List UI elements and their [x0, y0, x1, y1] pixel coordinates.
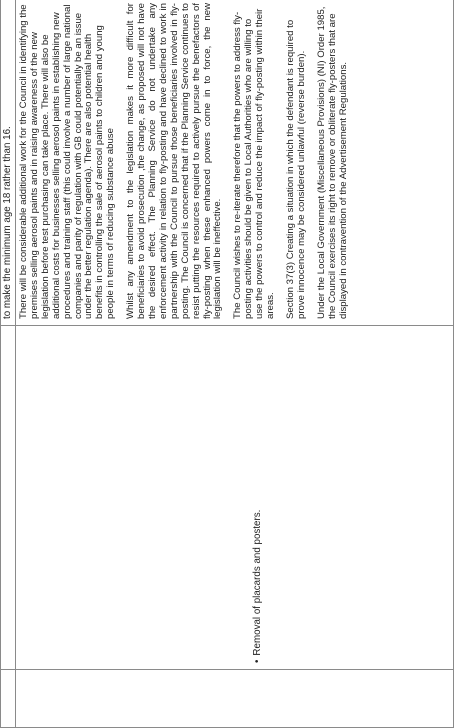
table-cell-comments	[16, 0, 454, 326]
continuation-text: to make the minimum age 18 rather than 16.	[2, 126, 13, 319]
table-cell-empty	[16, 670, 454, 728]
table-cell-empty	[1, 670, 16, 728]
bullet-icon: •	[252, 659, 263, 663]
table-cell-empty	[1, 326, 16, 670]
table-cell-item	[16, 326, 454, 670]
paragraph-order-1985: Under the Local Government (Miscellaneous Provisions) (NI) Order 1985, the Council exercises its right to remove or obliterate fly-posters that are displayed in contravention of the Advertisement Regulations.	[315, 6, 349, 319]
paragraph-aerosol-costs: There will be considerable additional work for the Council in identifying the premises selling aerosol paints and in raising awareness of the new legislation before test purchasing can take place. There will also be additional costs for businesses selling aerosol paints in establishing new procedures and training staff (this could involve a number of large national companies and parity of regulation with GB could potentially be an issue under the better regulation agenda). There are also potential health benefits in controlling the sale of aerosol paints to children and young people in terms of reducing substance abuse	[18, 4, 117, 319]
paragraph-powers: The Council wishes to re-iterate therefore that the powers to address fly-posting activities should be given to Local Authorities who are willing to use the powers to control and reduce the impact of fly-posting within their areas.	[232, 8, 277, 319]
table-row	[16, 0, 454, 728]
table-cell-continuation	[1, 0, 16, 326]
bullet-item	[252, 343, 263, 663]
paragraph-section-37: Section 37(3) Creating a situation in which the defendant is required to prove innocence may be considered unlawful (reverse burden).	[284, 19, 307, 319]
table-row	[1, 0, 16, 728]
bullet-text: Removal of placards and posters.	[252, 509, 263, 656]
paragraph-amendment: Whilst any amendment to the legislation makes it more difficult for beneficiaries to avoid prosecution ,the change, as proposed will not have the desired effect. The Planning Service do not undertake any enforcement activity in relation to fly-posting and have declined to work in partnership with the Council to pursue those beneficiaries involved in fly-posting. The Council is concerned that if the Planning Service continues to resist putting the resources required to actively pursue the benefactors of fly-posting when these enhanced powers come in to force, the new legislation will be ineffective.	[125, 3, 224, 319]
